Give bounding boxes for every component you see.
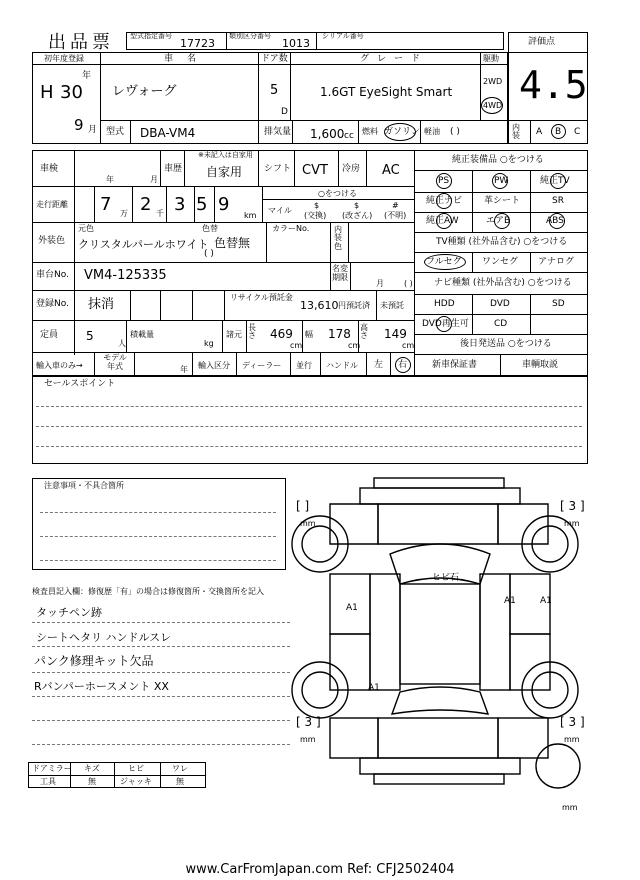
trunk [378,718,498,758]
light-oil-paren: ( ) [450,127,460,137]
year: 30 [60,82,83,103]
later-warranty: 新車保証書 [432,360,478,370]
import-label: 輸入車のみ→ [36,361,83,370]
capacity-label: 定員 [40,330,59,340]
left-side-sill [370,574,400,690]
katashiki-value: 17723 [180,37,215,50]
parallel-option: 並行 [296,361,312,370]
displacement: 1,600 [310,127,345,141]
legend-h4: ワレ [172,764,188,773]
model-year-unit: 年 [180,365,188,374]
tv-fullseg: フルセグ [426,257,462,267]
usage-note: ※未記入は自家用 [198,151,253,159]
dims-label: 諸元 [226,330,242,339]
length: 469 [270,327,293,341]
equip-leather: 革シート [484,196,521,206]
handle-right-circle [395,357,411,373]
fuel-circle [384,123,416,141]
usage: 自家用 [206,165,243,179]
equip-tv-circle [550,173,566,189]
fuel: ガソリン [384,127,421,137]
exchange-option: (交換) [304,211,327,220]
mileage-digit-3: 3 [174,194,186,215]
recycle-status: 円預託済 [338,301,370,310]
man-unit: 万 [120,209,128,218]
color-code-label: カラーNo. [272,224,310,233]
inspector-title: 検査員記入欄：修復歴「有」の場合は修復箇所・交換箇所を記入 [32,587,264,596]
equip-navi: 純正ナビ [426,196,463,206]
ruibetsu-label: 類別区分番号 [229,32,271,40]
name-change-day: ( ) [404,279,413,288]
name-change-month: 月 [376,279,384,288]
shaken-month-unit: 月 [150,175,158,184]
hood [378,504,498,544]
km-unit: km [244,211,257,220]
interior-c: C [574,127,581,137]
mileage-label: 走行距離 [36,200,68,209]
drive-4wd: 4WD [483,101,503,110]
notes-title: 注意事項・不具合箇所 [44,481,124,490]
spare-tire [536,744,580,788]
handle-left: 左 [374,360,384,370]
color-change-label: 色替 [202,224,218,233]
interior-label: 内装 [512,123,520,140]
serial-label: シリアル番号 [322,32,364,40]
sales-point-label: セールスポイント [44,379,116,389]
damage-a1-right-door: A1 [540,596,552,606]
navi-sd: SD [552,299,565,309]
spare-mm: mm [562,803,578,812]
equip-ps: PS [438,176,450,186]
cc-unit: cc [344,131,354,141]
era: H [40,82,54,103]
original-color-label: 元色 [78,224,94,233]
equip-navi-circle [436,193,452,209]
rear-bumper-lower [374,774,504,784]
legend-h1: ドアミラー [32,764,72,773]
eval-score: 4.5 [519,63,588,107]
rear-bumper [360,758,520,774]
capacity: 5 [86,329,94,343]
tire-rr-depth: [ 3 ] [560,715,585,729]
model-year-label: モデル年式 [103,353,127,371]
ruibetsu-value: 1013 [282,37,310,50]
equip-aw-circle [436,213,452,229]
height: 149 [384,327,407,341]
doors: 5 [270,83,279,98]
equip-pw-circle [492,173,508,189]
length-unit: cm [290,341,303,350]
model-label: 型式 [106,127,125,137]
name-change-label: 名変期限 [332,264,348,282]
interior-color-label: 内装色 [334,225,342,251]
month: 9 [74,116,84,134]
katashiki-label: 型式指定番号 [130,32,172,40]
note-line-3: パンク修理キット欠品 [34,654,154,668]
tv-analog: アナログ [538,257,575,267]
notes-box [32,478,286,570]
recycle-label: リサイクル預託金 [230,293,293,302]
interior-b: B [555,127,562,137]
tire-fl-mm: mm [300,519,316,528]
fuel-label: 燃料 [362,127,378,136]
exchange-symbol: $ [314,201,320,210]
tire-fl-depth: [ ] [296,499,310,513]
interior-a: A [536,127,543,137]
car-name: レヴォーグ [112,84,177,99]
mileage-digit-2: 2 [140,194,152,215]
equip-airbag-circle [494,213,510,229]
navi-hdd: HDD [434,299,455,309]
legend-r4: 無 [176,777,184,786]
load-unit: kg [204,339,214,348]
chassis-label: 車台No. [36,270,69,280]
damage-a1-right-front: A1 [504,596,516,606]
tire-rl-depth: [ 3 ] [296,715,321,729]
color: クリスタルパールホワイト [78,238,209,251]
kaizan-option: (改ざん) [342,211,373,220]
grade: 1.6GT EyeSight Smart [320,85,453,99]
navi-dvd-play-circle [436,316,452,332]
front-bumper-lower [360,488,520,504]
kaizan-symbol: $ [354,201,360,210]
legend-r2: 無 [88,777,96,786]
note-line-2: シートヘタリ ハンドルスレ [36,631,172,644]
odo-circle-note: ○をつける [318,189,357,198]
width-unit: cm [348,341,361,350]
car-name-label: 車名 [164,54,211,64]
height-label: 高さ [360,323,368,340]
page-title: 出品票 [48,32,114,53]
recycle-unpaid: 未預託 [380,301,404,310]
grade-label: グレード [360,54,429,64]
door-suffix: D [281,107,288,117]
height-unit: cm [402,341,415,350]
equip-aw: 純正AW [426,216,459,226]
equip-abs-circle [549,213,565,229]
dealer-option: ディーラー [242,361,282,370]
width: 178 [328,327,351,341]
shift: CVT [302,163,328,178]
navi-dvd-play: DVD再生可 [422,319,469,329]
length-label: 長さ [248,323,256,340]
mileage-digit-1: 7 [100,194,112,215]
fumei-symbol: # [392,201,399,210]
note-line-4: Rバンパーホースメント XX [34,680,169,693]
right-side-sill [480,574,510,690]
shaken-year-unit: 年 [106,175,114,184]
drive-4wd-circle [481,97,503,114]
shaken-label: 車検 [40,164,59,174]
front-bumper [374,478,504,488]
drive-label: 駆動 [483,54,499,63]
interior-b-circle [551,124,566,139]
handle-label: ハンドル [326,361,358,370]
sen-unit: 千 [156,209,164,218]
car-diagram [290,474,600,814]
color-change-paren: ( ) [204,249,214,259]
later-manual: 車輌取説 [522,360,559,370]
roof [400,584,480,684]
windshield-note: ヒビ石 [432,573,460,583]
capacity-unit: 人 [118,339,126,348]
recycle: 13,610 [300,299,339,312]
mile-option: マイル [268,206,292,215]
usage-label: 車歴 [164,164,183,174]
month-unit: 月 [88,125,98,135]
sales-point-box [32,376,588,464]
equip-sr: SR [552,196,564,206]
load-label: 積載量 [130,330,154,339]
legend-h2: キズ [84,764,100,773]
door-label: ドア数 [261,54,288,64]
equip-airbag: エアB [486,216,511,226]
damage-a1-left-front: A1 [346,603,358,613]
reg: 抹消 [88,297,115,312]
tire-fr-mm: mm [564,519,580,528]
tv-fullseg-circle [424,254,466,270]
year-unit: 年 [82,71,92,81]
tire-fr-depth: [ 3 ] [560,499,585,513]
color-label: 外装色 [38,236,66,246]
fumei-option: (不明) [384,211,407,220]
equip-tv: 純正TV [540,176,570,186]
rear-window [392,687,488,714]
tv-oneseg: ワンセグ [482,257,519,267]
import-kind-label: 輸入区分 [198,361,230,370]
navi-cd: CD [494,319,508,329]
mileage-digit-4: 5 [196,194,208,215]
eval-label: 評価点 [528,37,556,47]
ac-label: 冷房 [342,164,361,174]
ac: AC [382,163,400,178]
tire-rl-mm: mm [300,735,316,744]
damage-a1-left-rear: A1 [368,683,380,693]
shift-label: シフト [264,164,292,174]
width-label: 幅 [305,330,313,339]
handle-right: 右 [398,360,408,370]
equip-pw: PW [494,176,509,186]
model: DBA-VM4 [140,126,196,140]
legend-h3: ヒビ [128,764,144,773]
legend-r1: 工具 [40,777,56,786]
tv-title: TV種類 (社外品含む) ○をつける [436,237,568,247]
equip-ps-circle [436,173,452,189]
navi-dvd: DVD [490,299,510,309]
tire-rr-mm: mm [564,735,580,744]
equipment-title: 純正装備品 ○をつける [452,155,544,165]
navi-title: ナビ種類 (社外品含む) ○をつける [434,278,572,288]
rear-left-quarter [330,718,378,758]
later-title: 後日発送品 ○をつける [460,339,552,349]
note-line-1: タッチペン跡 [36,606,102,619]
drive-2wd: 2WD [483,77,503,86]
footer-reference: www.CarFromJapan.com Ref: CFJ2502404 [185,862,455,877]
legend-r3: ジャッキ [120,777,152,786]
chassis: VM4-125335 [84,268,167,283]
color-change: 色替無 [214,236,251,250]
equip-abs: ABS [546,216,564,226]
reg-label: 登録No. [36,299,69,309]
displacement-label: 排気量 [264,127,292,137]
light-oil-label: 軽油 [424,127,440,136]
first-reg-label: 初年度登録 [44,54,84,63]
mileage-digit-5: 9 [218,194,230,215]
